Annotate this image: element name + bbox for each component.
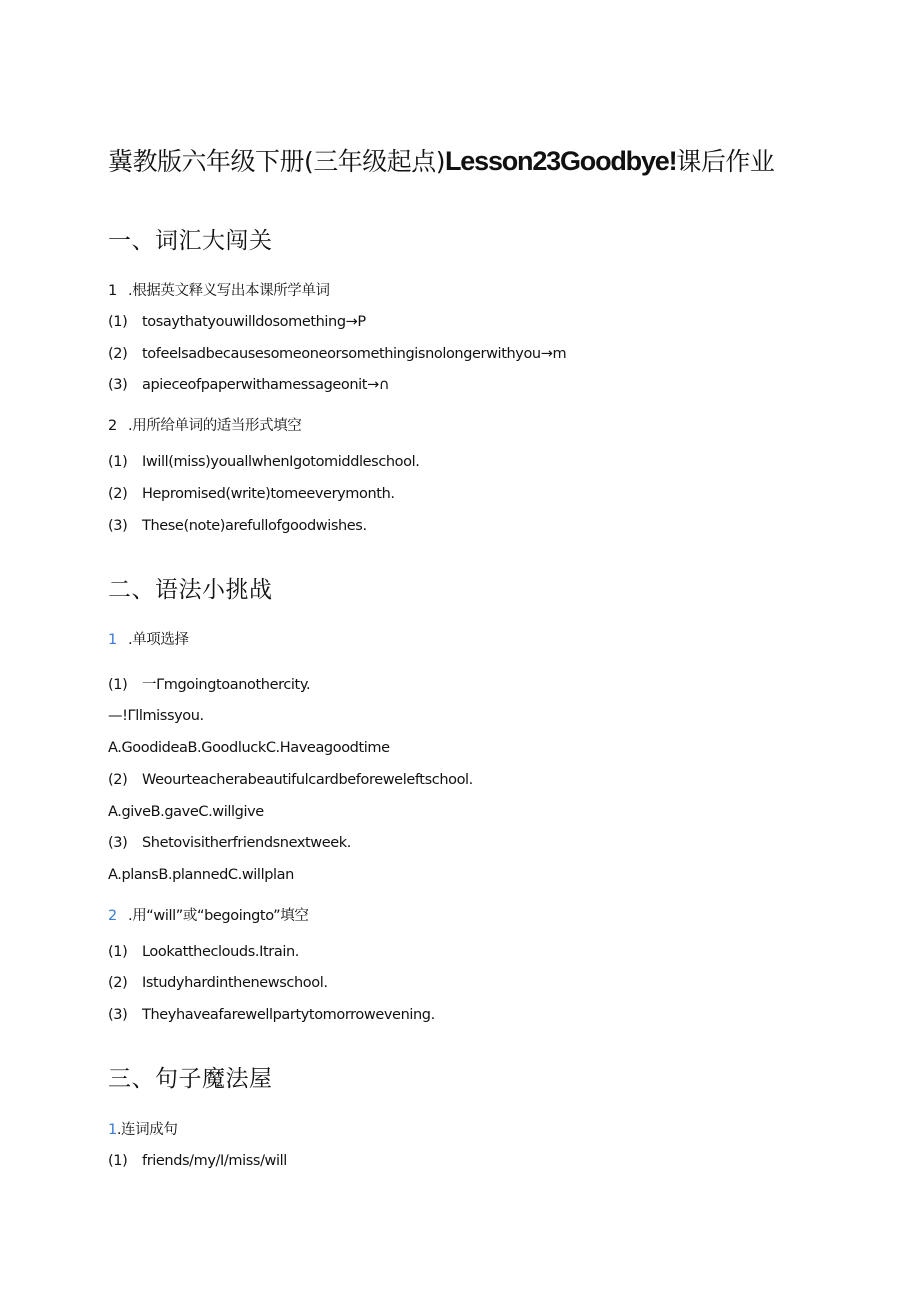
list-item (108, 486, 395, 502)
list-item (108, 673, 310, 694)
item-number: (2) (108, 772, 128, 788)
item-number: (3) (108, 835, 128, 851)
item-text: Theyhaveafarewellpartytomorrowevening. (142, 1007, 435, 1023)
s1-q1-number: 1 (108, 283, 117, 299)
list-item (108, 518, 367, 534)
item-number: (1) (108, 1153, 128, 1169)
list-item (108, 314, 366, 330)
s1-q2-text: .用所给单词的适当形式填空 (128, 418, 302, 434)
s2-question-1 (108, 628, 189, 649)
list-item (108, 1153, 287, 1169)
s2-q2-number: 2 (108, 908, 117, 924)
item-number: (1) (108, 454, 128, 470)
item-number: (1) (108, 314, 128, 330)
list-item (108, 346, 566, 362)
s2-q2-text: .用“will”或“begoingto”填空 (128, 908, 309, 924)
s1-question-2 (108, 414, 301, 435)
item-number: (1) (108, 944, 128, 960)
s3-question-1 (108, 1118, 177, 1139)
answer-options (108, 867, 294, 883)
item-text: friends∕my∕I∕miss∕will (142, 1153, 287, 1169)
section-1-heading: 一、词汇大闯关 (108, 228, 273, 254)
item-text: tosaythatyouwilldosomething→P (142, 314, 366, 330)
item-text: 一Γmgoingtoanothercity. (142, 677, 311, 693)
title-en: Lesson23Goodbye! (445, 146, 677, 176)
item-number: (2) (108, 346, 128, 362)
list-item (108, 975, 328, 991)
item-text: Iwill(miss)youallwhenIgotomiddleschool. (142, 454, 420, 470)
item-text: —!Γllmissyou. (108, 708, 204, 724)
item-number: (3) (108, 518, 128, 534)
list-item (108, 944, 299, 960)
s1-q1-text: .根据英文释义写出本课所学单词 (128, 283, 330, 299)
item-number: (3) (108, 377, 128, 393)
answer-options (108, 804, 264, 820)
list-item (108, 835, 351, 851)
title-tail: 课后作业 (676, 147, 775, 176)
list-item (108, 772, 473, 788)
item-text: Istudyhardinthenewschool. (142, 975, 328, 991)
item-text: Hepromised(write)tomeeverymonth. (142, 486, 395, 502)
s3-q1-text: .连词成句 (116, 1122, 178, 1138)
answer-options (108, 740, 390, 756)
list-item (108, 1007, 435, 1023)
s2-question-2 (108, 904, 308, 925)
s1-question-1 (108, 279, 330, 300)
title-cn: 冀教版六年级下册(三年级起点) (108, 147, 446, 176)
s1-q2-number: 2 (108, 418, 117, 434)
item-text: These(note)arefullofgoodwishes. (142, 518, 367, 534)
item-text: Weourteacherabeautifulcardbeforeweleftschool. (142, 772, 473, 788)
item-text: A.giveB.gaveC.willgive (108, 804, 264, 820)
document-title (108, 142, 774, 178)
item-text: A.GoodideaB.GoodluckC.Haveagoodtime (108, 740, 390, 756)
list-item (108, 454, 419, 470)
item-text: A.plansB.plannedC.willplan (108, 867, 294, 883)
item-number: (3) (108, 1007, 128, 1023)
list-item (108, 708, 204, 724)
section-2-heading: 二、语法小挑战 (108, 577, 273, 603)
item-number: (1) (108, 677, 128, 693)
item-number: (2) (108, 975, 128, 991)
item-text: tofeelsadbecausesomeoneorsomethingisnolongerwithyou→m (142, 346, 567, 362)
s3-q1-number: 1 (108, 1122, 117, 1138)
item-text: Lookattheclouds.Itrain. (142, 944, 299, 960)
list-item (108, 377, 389, 393)
item-text: Shetovisitherfriendsnextweek. (142, 835, 352, 851)
item-number: (2) (108, 486, 128, 502)
s2-q1-number: 1 (108, 632, 117, 648)
section-3-heading: 三、句子魔法屋 (108, 1066, 273, 1092)
item-text: apieceofpaperwithamessageonit→∩ (142, 377, 390, 393)
s2-q1-text: .单项选择 (128, 632, 189, 648)
